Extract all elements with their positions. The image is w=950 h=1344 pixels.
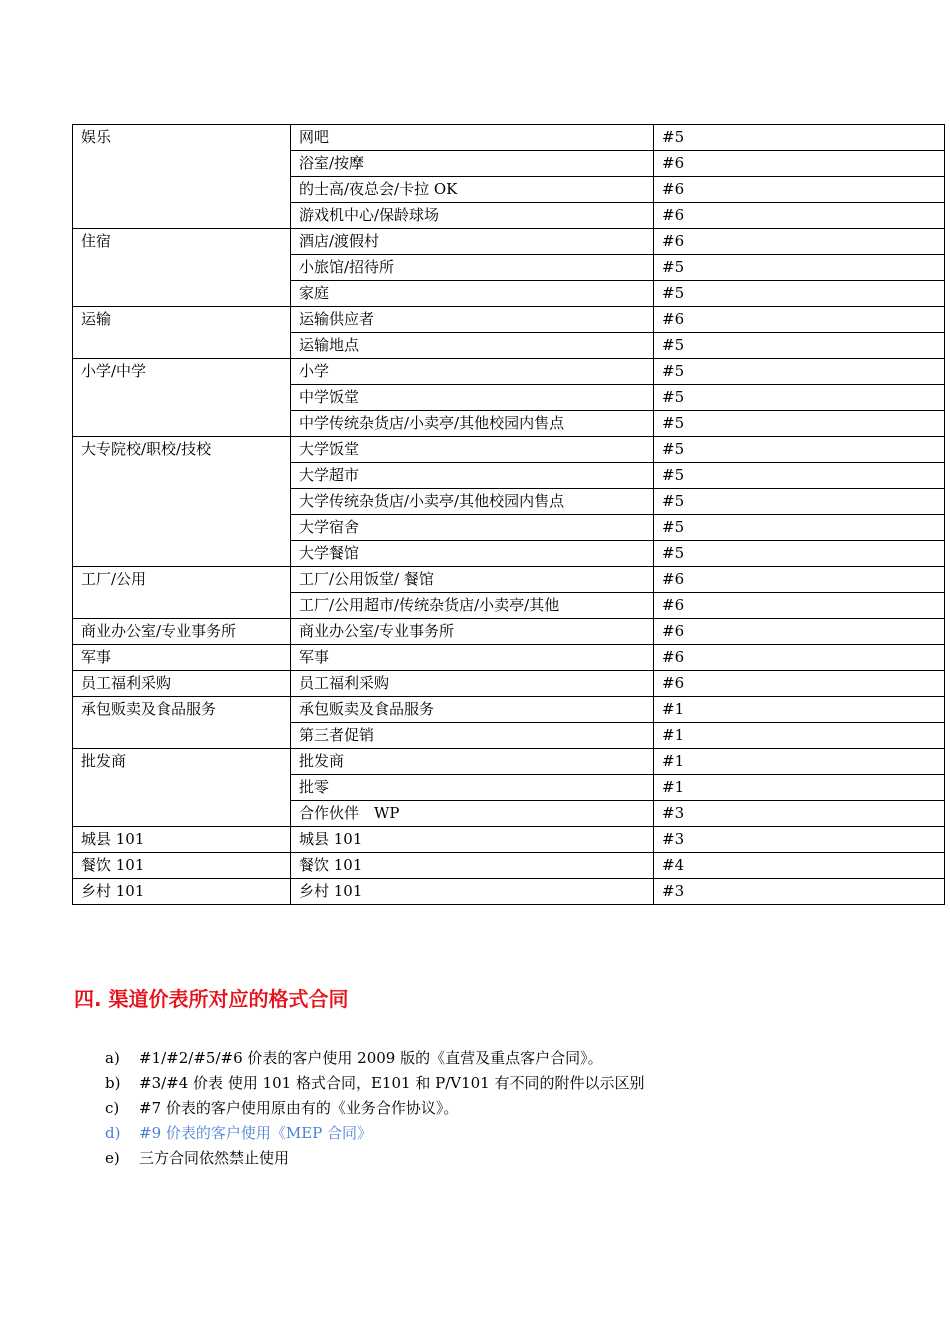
subchannel-cell: 浴室/按摩 <box>291 151 654 177</box>
category-cell: 运输 <box>73 307 291 359</box>
note-text: 三方合同依然禁止使用 <box>139 1149 290 1167</box>
table-row <box>73 125 945 151</box>
price-list-cell: #6 <box>654 645 945 671</box>
note-text: #7 价表的客户使用原由有的《业务合作协议》。 <box>139 1099 459 1117</box>
category-cell: 员工福利采购 <box>73 671 291 697</box>
subchannel-cell: 大学宿舍 <box>291 515 654 541</box>
category-cell: 住宿 <box>73 229 291 307</box>
note-marker: c) <box>105 1099 120 1117</box>
table-row <box>73 671 945 697</box>
note-item <box>105 1071 644 1096</box>
note-item <box>105 1096 644 1121</box>
note-item <box>105 1121 644 1146</box>
price-list-cell: #6 <box>654 619 945 645</box>
subchannel-cell: 工厂/公用饭堂/ 餐馆 <box>291 567 654 593</box>
subchannel-cell: 运输地点 <box>291 333 654 359</box>
category-cell: 大专院校/职校/技校 <box>73 437 291 567</box>
subchannel-cell: 中学饭堂 <box>291 385 654 411</box>
subchannel-cell: 大学超市 <box>291 463 654 489</box>
price-list-cell: #6 <box>654 229 945 255</box>
price-list-cell: #5 <box>654 255 945 281</box>
price-list-cell: #5 <box>654 515 945 541</box>
subchannel-cell: 城县 101 <box>291 827 654 853</box>
subchannel-cell: 商业办公室/专业事务所 <box>291 619 654 645</box>
subchannel-cell: 家庭 <box>291 281 654 307</box>
price-list-cell: #5 <box>654 541 945 567</box>
note-text: #3/#4 价表 使用 101 格式合同，E101 和 P/V101 有不同的附件以示区别 <box>139 1074 645 1092</box>
table-row <box>73 229 945 255</box>
subchannel-cell: 中学传统杂货店/小卖亭/其他校园内售点 <box>291 411 654 437</box>
price-list-cell: #1 <box>654 723 945 749</box>
category-cell: 餐饮 101 <box>73 853 291 879</box>
price-list-cell: #3 <box>654 801 945 827</box>
price-list-cell: #6 <box>654 307 945 333</box>
category-cell: 娱乐 <box>73 125 291 229</box>
category-cell: 承包贩卖及食品服务 <box>73 697 291 749</box>
note-item <box>105 1046 644 1071</box>
section-title: 四. 渠道价表所对应的格式合同 <box>74 987 349 1011</box>
category-cell: 乡村 101 <box>73 879 291 905</box>
price-list-cell: #5 <box>654 333 945 359</box>
subchannel-cell: 合作伙伴 WP <box>291 801 654 827</box>
price-list-cell: #3 <box>654 879 945 905</box>
subchannel-cell: 小旅馆/招待所 <box>291 255 654 281</box>
subchannel-cell: 第三者促销 <box>291 723 654 749</box>
price-list-cell: #6 <box>654 671 945 697</box>
subchannel-cell: 游戏机中心/保龄球场 <box>291 203 654 229</box>
subchannel-cell: 大学传统杂货店/小卖亭/其他校园内售点 <box>291 489 654 515</box>
price-list-cell: #5 <box>654 359 945 385</box>
note-marker: b) <box>105 1074 121 1092</box>
contract-notes-list <box>105 1046 644 1171</box>
subchannel-cell: 军事 <box>291 645 654 671</box>
subchannel-cell: 承包贩卖及食品服务 <box>291 697 654 723</box>
channel-price-table <box>72 124 945 905</box>
subchannel-cell: 大学餐馆 <box>291 541 654 567</box>
note-item <box>105 1146 644 1171</box>
table-row <box>73 697 945 723</box>
price-list-cell: #1 <box>654 749 945 775</box>
subchannel-cell: 乡村 101 <box>291 879 654 905</box>
subchannel-cell: 餐饮 101 <box>291 853 654 879</box>
price-list-cell: #5 <box>654 489 945 515</box>
price-list-cell: #5 <box>654 385 945 411</box>
price-list-cell: #5 <box>654 125 945 151</box>
price-list-cell: #6 <box>654 567 945 593</box>
table-row <box>73 307 945 333</box>
subchannel-cell: 批零 <box>291 775 654 801</box>
price-list-cell: #6 <box>654 151 945 177</box>
subchannel-cell: 员工福利采购 <box>291 671 654 697</box>
note-marker: a) <box>105 1049 120 1067</box>
table-row <box>73 645 945 671</box>
price-list-cell: #3 <box>654 827 945 853</box>
category-cell: 小学/中学 <box>73 359 291 437</box>
price-list-cell: #4 <box>654 853 945 879</box>
category-cell: 批发商 <box>73 749 291 827</box>
price-list-cell: #5 <box>654 281 945 307</box>
table-row <box>73 853 945 879</box>
price-list-cell: #5 <box>654 463 945 489</box>
price-list-cell: #6 <box>654 203 945 229</box>
subchannel-cell: 的士高/夜总会/卡拉 OK <box>291 177 654 203</box>
table-row <box>73 879 945 905</box>
subchannel-cell: 酒店/渡假村 <box>291 229 654 255</box>
category-cell: 商业办公室/专业事务所 <box>73 619 291 645</box>
subchannel-cell: 运输供应者 <box>291 307 654 333</box>
note-text: #9 价表的客户使用《MEP 合同》 <box>139 1124 373 1142</box>
price-list-cell: #5 <box>654 437 945 463</box>
note-marker: d) <box>105 1124 121 1142</box>
category-cell: 军事 <box>73 645 291 671</box>
table-row <box>73 567 945 593</box>
category-cell: 城县 101 <box>73 827 291 853</box>
table-row <box>73 827 945 853</box>
subchannel-cell: 批发商 <box>291 749 654 775</box>
note-marker: e) <box>105 1149 120 1167</box>
category-cell: 工厂/公用 <box>73 567 291 619</box>
price-list-cell: #1 <box>654 697 945 723</box>
table-row <box>73 437 945 463</box>
note-text: #1/#2/#5/#6 价表的客户使用 2009 版的《直营及重点客户合同》。 <box>139 1049 603 1067</box>
subchannel-cell: 大学饭堂 <box>291 437 654 463</box>
table-row <box>73 749 945 775</box>
price-list-cell: #1 <box>654 775 945 801</box>
subchannel-cell: 小学 <box>291 359 654 385</box>
price-list-cell: #6 <box>654 593 945 619</box>
table-row <box>73 359 945 385</box>
table-body <box>73 125 945 905</box>
subchannel-cell: 工厂/公用超市/传统杂货店/小卖亭/其他 <box>291 593 654 619</box>
price-list-cell: #6 <box>654 177 945 203</box>
price-list-cell: #5 <box>654 411 945 437</box>
subchannel-cell: 网吧 <box>291 125 654 151</box>
table-row <box>73 619 945 645</box>
